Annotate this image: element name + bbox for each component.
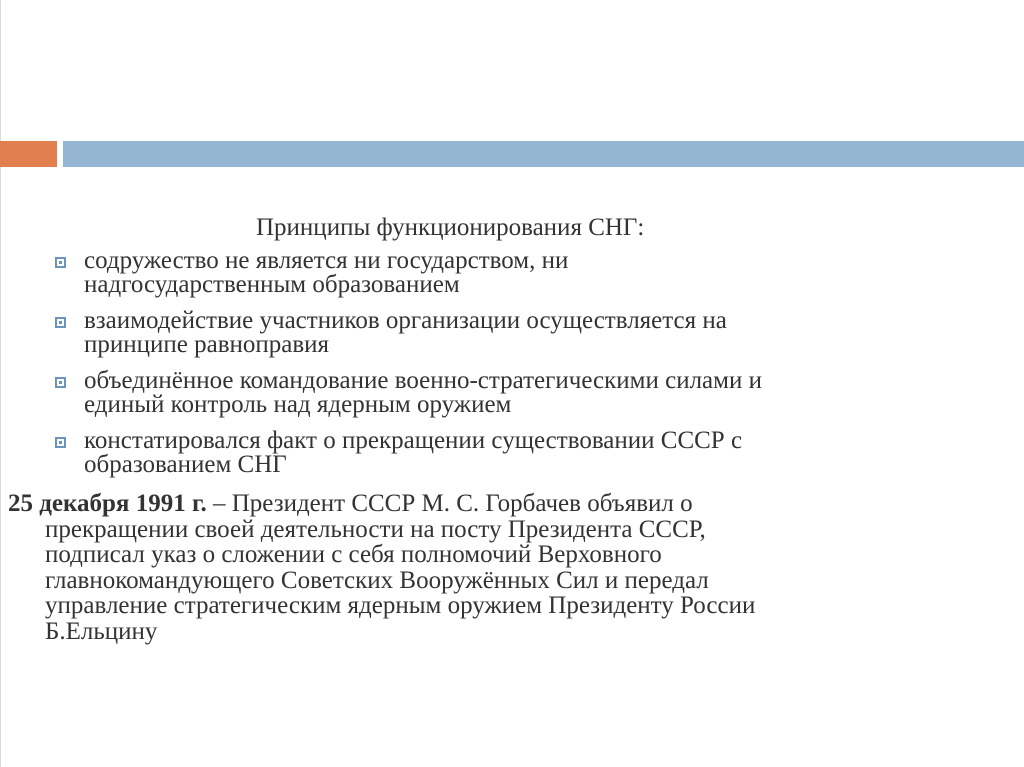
square-bullet-icon: [55, 317, 66, 328]
bullet-line: единый контроль над ядерным оружием: [84, 391, 512, 418]
bullet-line: надгосударственным образованием: [84, 271, 460, 298]
bullet-line: образованием СНГ: [84, 451, 287, 478]
paragraph-line: Б.Ельцину: [45, 617, 158, 645]
slide-heading: Принципы функционирования СНГ:: [256, 214, 645, 241]
bullet-line: взаимодействие участников организации осуществляется на: [84, 307, 727, 334]
bullet-line: принципе равноправия: [84, 331, 330, 358]
paragraph-line: подписал указ о сложении с себя полномочий Верховного: [45, 541, 662, 568]
square-bullet-icon: [55, 377, 66, 388]
paragraph-line: – Президент СССР М. С. Горбачев объявил о: [206, 490, 693, 517]
header-accent-blue: [63, 141, 1024, 167]
event-paragraph: [8, 491, 1024, 644]
bullet-line: констатировался факт о прекращении существовании СССР с: [84, 427, 743, 454]
header-accent-orange: [0, 141, 57, 167]
list-item: [48, 369, 1008, 417]
bullet-line: объединённое командование военно-стратегическими силами и: [84, 367, 762, 394]
paragraph-line: главнокомандующего Советских Вооружённых Сил и передал: [45, 566, 709, 594]
list-item: [48, 249, 1008, 297]
paragraph-line: управление стратегическим ядерным оружием Президенту России: [45, 592, 756, 619]
slide-left-border: [0, 0, 1, 767]
event-date: 25 декабря 1991 г.: [8, 490, 207, 517]
principles-list: [48, 249, 1008, 489]
square-bullet-icon: [55, 437, 66, 448]
list-item: [48, 309, 1008, 357]
bullet-line: содружество не является ни государством, ни: [84, 247, 569, 274]
list-item: [48, 429, 1008, 477]
paragraph-line: прекращении своей деятельности на посту Президента СССР,: [45, 515, 706, 543]
square-bullet-icon: [55, 257, 66, 268]
